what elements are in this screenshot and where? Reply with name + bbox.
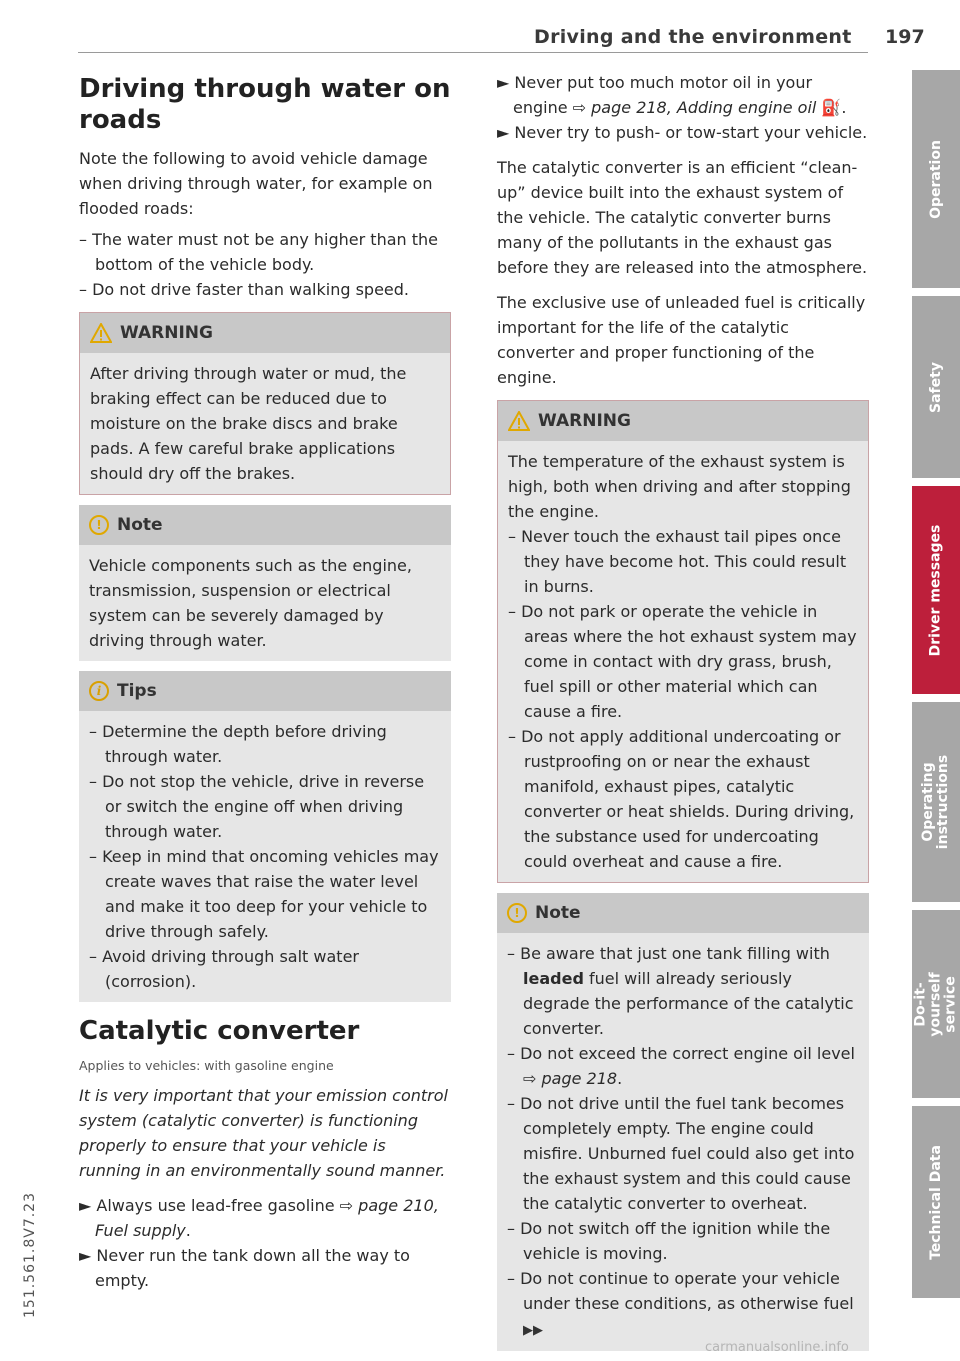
note-header [79, 505, 451, 545]
note-header-catalytic [497, 893, 869, 933]
note-item-2: – Do not exceed the correct engine oil level ⇨ page 218. [507, 1044, 855, 1088]
side-tab-safety[interactable]: Safety [912, 296, 960, 478]
side-tab-operation[interactable]: Operation [912, 70, 960, 288]
xref-page-218[interactable]: ⇨ page 218 [523, 1069, 618, 1088]
running-header-title: Driving and the environment [534, 26, 852, 48]
note-item-3: – Do not drive until the fuel tank becomes completely empty. The engine could misfire. Unburned fuel could also get into the exhaust system and this could cause the catalytic converter to overheat. [507, 1094, 855, 1213]
warning-header-exhaust [498, 401, 868, 441]
tips-item-3: – Keep in mind that oncoming vehicles may create waves that raise the water level and make it too deep for your vehicle to drive through safely. [89, 847, 439, 941]
note-label: Note [535, 903, 581, 923]
left-column [79, 70, 451, 1293]
warning-box-water [79, 312, 451, 495]
warning-item-3: – Do not apply additional undercoating or rustproofing on or near the exhaust manifold, exhaust pipes, catalytic converter or heat shields. During driving, the substance used for undercoating could overheat and cause a fire. [508, 727, 855, 871]
note-exclamation-icon: ! [89, 515, 109, 535]
warning-label: WARNING [538, 411, 631, 431]
tips-item-4: – Avoid driving through salt water (corrosion). [89, 947, 359, 991]
note-box-catalytic [497, 893, 869, 1351]
tips-item-2: – Do not stop the vehicle, drive in reverse or switch the engine off when driving through water. [89, 772, 425, 841]
catalytic-intro: It is very important that your emission control system (catalytic converter) is functioning properly to ensure that your vehicle is running in an environmentally sound manner. [79, 1086, 448, 1180]
catalytic-step-2: ► Never run the tank down all the way to empty. [79, 1246, 410, 1290]
side-tab-driver-messages[interactable]: Driver messages [912, 486, 960, 694]
tips-item-1: – Determine the depth before driving through water. [89, 722, 387, 766]
catalytic-step-1: ► Always use lead-free gasoline ⇨ page 210, Fuel supply. [79, 1196, 439, 1240]
side-tab-diy-service[interactable]: Do-it-yourself service [912, 910, 960, 1098]
warning-box-exhaust [497, 400, 869, 883]
warning-item-1: – Never touch the exhaust tail pipes once they have become hot. This could result in burns. [508, 527, 847, 596]
note-item-4: – Do not switch off the ignition while the vehicle is moving. [507, 1219, 831, 1263]
warning-triangle-icon [90, 323, 112, 343]
continued-arrow-icon: ▶▶ [523, 1323, 543, 1338]
xref-page-218-oil[interactable]: ⇨ page 218, Adding engine oil [572, 98, 817, 117]
water-intro: Note the following to avoid vehicle damage when driving through water, for example on flooded roads: [79, 149, 433, 218]
applies-to: Applies to vehicles: with gasoline engine [79, 1058, 334, 1073]
warning-text: After driving through water or mud, the braking effect can be reduced due to moisture on the brake discs and brake pads. A few careful brake applications should dry off the brakes. [90, 364, 407, 483]
catalytic-step-4: ► Never try to push- or tow-start your vehicle. [497, 123, 868, 142]
catalytic-para-2: The exclusive use of unleaded fuel is critically important for the life of the catalytic converter and proper functioning of the engine. [497, 293, 866, 387]
catalytic-step-3: ► Never put too much motor oil in your engine ⇨ page 218, Adding engine oil ⛽. [497, 73, 847, 117]
right-column [497, 70, 869, 1351]
tips-box-water [79, 671, 451, 1002]
section-title-water: Driving through water on roads [79, 74, 451, 135]
side-tab-technical-data[interactable]: Technical Data [912, 1106, 960, 1298]
warning-label: WARNING [120, 323, 213, 343]
section-title-catalytic: Catalytic converter [79, 1016, 360, 1046]
note-label: Note [117, 515, 163, 535]
water-bullet-1: – The water must not be any higher than the bottom of the vehicle body. [79, 230, 438, 274]
xref-page-210[interactable]: ⇨ page 210, Fuel supply [95, 1196, 439, 1240]
warning-intro: The temperature of the exhaust system is high, both when driving and after stopping the engine. [508, 452, 851, 521]
document-code: 151.561.8V7.23 [22, 1192, 38, 1318]
tips-info-icon: i [89, 681, 109, 701]
water-bullet-2: – Do not drive faster than walking speed. [79, 280, 409, 299]
warning-triangle-icon [508, 411, 530, 431]
tips-header [79, 671, 451, 711]
note-text: Vehicle components such as the engine, transmission, suspension or electrical system can be severely damaged by driving through water. [89, 556, 412, 650]
note-exclamation-icon: ! [507, 903, 527, 923]
note-item-5: – Do not continue to operate your vehicle under these conditions, as otherwise fuel ▶▶ [507, 1269, 854, 1338]
note-box-water [79, 505, 451, 661]
tips-label: Tips [117, 681, 157, 701]
header-rule [78, 52, 868, 53]
side-tab-operating-instructions[interactable]: Operating instructions [912, 702, 960, 902]
warning-header [80, 313, 450, 353]
note-item-1: – Be aware that just one tank filling with leaded fuel will already seriously degrade the performance of the catalytic converter. [507, 944, 854, 1038]
catalytic-para-1: The catalytic converter is an efficient “clean-up” device built into the exhaust system of the vehicle. The catalytic converter burns many of the pollutants in the exhaust gas before they are released into the atmosphere. [497, 158, 868, 277]
page-number: 197 [885, 26, 925, 48]
watermark: carmanualsonline.info [705, 1340, 849, 1355]
oil-can-icon: ⛽ [816, 98, 842, 117]
warning-item-2: – Do not park or operate the vehicle in areas where the hot exhaust system may come in contact with dry grass, brush, fuel spill or other material which can cause a fire. [508, 602, 857, 721]
